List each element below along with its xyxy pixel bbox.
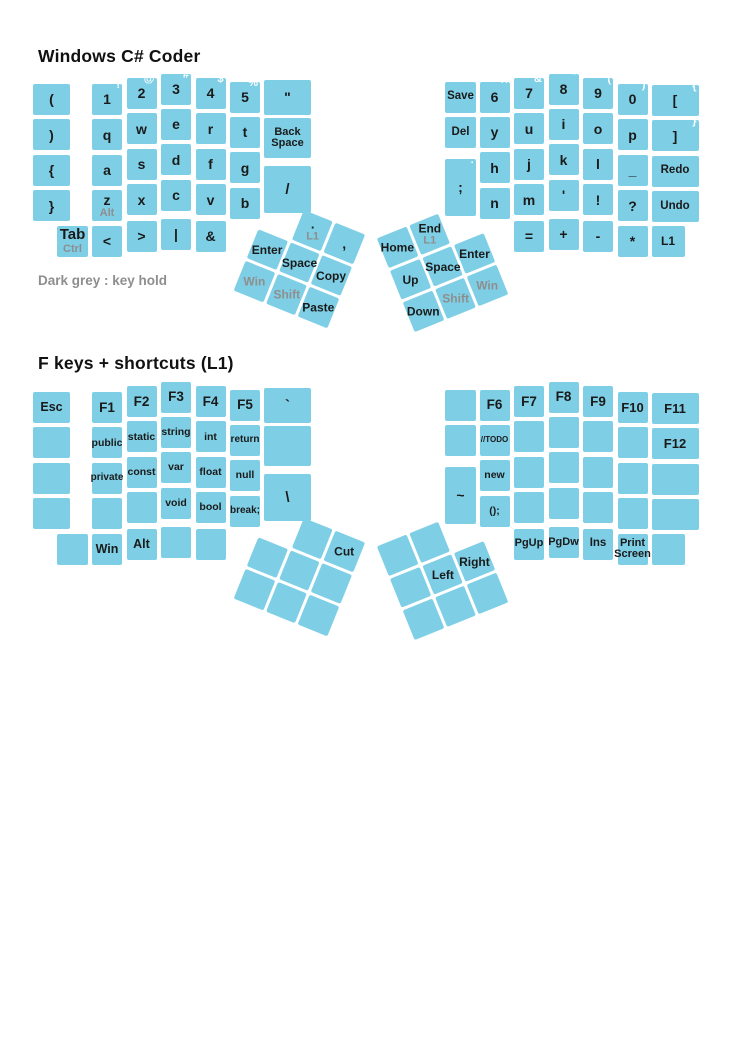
key-label: Right [458, 553, 490, 568]
key-l1 [652, 226, 685, 257]
key-c [161, 180, 191, 211]
key-label: L1 [660, 233, 675, 248]
key-label: private [90, 472, 124, 484]
key-f [196, 149, 226, 180]
key-f6 [480, 390, 510, 421]
key-var [161, 452, 191, 483]
key-label: d [171, 151, 181, 168]
shifted-legend: * [572, 68, 577, 81]
blank-key [583, 492, 613, 523]
key-null [230, 460, 260, 491]
key-label: + [559, 226, 568, 243]
hold-legend: L1 [305, 230, 319, 243]
key-label: ~ [456, 487, 465, 504]
key-label: F9 [590, 393, 606, 409]
key-label: public [91, 436, 123, 449]
key-label: 8 [559, 80, 568, 97]
key-underscore [618, 155, 648, 186]
hold-legend: Alt [99, 206, 115, 219]
blank-key [652, 499, 699, 530]
key-label: g [240, 159, 250, 176]
key-label: End [417, 220, 441, 235]
key-void [161, 488, 191, 519]
key-label: PgDw [548, 535, 579, 548]
key-m [514, 184, 544, 215]
key-label: ! [595, 191, 601, 208]
key-label: 6 [490, 88, 499, 105]
key-label: 3 [172, 80, 180, 97]
key-o [583, 113, 613, 144]
key-label: \ [285, 488, 290, 506]
key-label: ( [49, 91, 54, 108]
key-break [230, 496, 260, 527]
key-win [466, 265, 507, 306]
key-2 [127, 73, 157, 109]
key-label: F10 [621, 399, 644, 415]
key-y [480, 117, 510, 148]
key-label: Down [406, 303, 440, 318]
blank-key [127, 492, 157, 523]
blank-key [161, 527, 191, 558]
key-label: q [102, 126, 112, 143]
key-label: F12 [663, 436, 687, 452]
key-win [92, 534, 122, 565]
shifted-legend: $ [217, 73, 224, 85]
key-label: Esc [40, 400, 63, 415]
key-close-bracket [652, 115, 699, 151]
blank-key [618, 427, 648, 458]
key-9 [583, 73, 613, 109]
key-label: . [310, 216, 314, 232]
key-n [480, 188, 510, 219]
key-label: Win [475, 277, 498, 292]
blank-key [618, 463, 648, 494]
key-exclamation [583, 184, 613, 215]
key-label: f [208, 156, 213, 173]
key-1 [92, 79, 122, 115]
key-label: Undo [660, 199, 690, 212]
blank-key [33, 463, 70, 494]
blank-key [652, 534, 685, 565]
key-label: a [103, 162, 111, 179]
key-label: ` [285, 396, 290, 414]
key-label: k [559, 151, 568, 168]
key-label: = [524, 227, 534, 244]
key-label: w [136, 120, 147, 137]
key-f4 [196, 386, 226, 417]
blank-key [298, 594, 339, 635]
key-label: e [172, 116, 180, 133]
shifted-legend: & [534, 73, 542, 85]
key-q [92, 119, 122, 150]
shifted-legend: : [470, 154, 474, 166]
blank-key [445, 390, 476, 421]
key-label: t [242, 124, 248, 141]
key-open-brace [33, 155, 70, 186]
key-f1 [92, 392, 122, 423]
blank-key [549, 452, 579, 483]
key-label: v [206, 191, 215, 208]
shifted-legend: ) [641, 79, 646, 91]
key-open-paren [33, 84, 70, 115]
key-equals [514, 221, 544, 252]
key-label: < [102, 232, 112, 249]
key-label: Paste [302, 299, 335, 314]
key-label: void [165, 496, 187, 509]
key-label: (); [489, 504, 500, 517]
key-double-quote [264, 80, 311, 115]
key-label: l [596, 156, 600, 173]
key-close-paren [33, 119, 70, 150]
key-pipe [161, 219, 191, 250]
key-label: Tab [59, 226, 86, 244]
key-f5 [230, 390, 260, 421]
key-label: Enter [251, 241, 283, 256]
key-label: / [285, 180, 290, 198]
key-label: null [235, 469, 255, 482]
key-const [127, 457, 157, 488]
layer1-title: Windows C# Coder [38, 46, 201, 66]
key-7 [514, 73, 544, 109]
key-f8 [549, 382, 579, 413]
key-close-brace [33, 190, 70, 221]
key-label: m [522, 191, 536, 208]
key-label: new [484, 469, 505, 482]
key-label: , [341, 234, 346, 251]
key-label: Alt [133, 536, 150, 551]
shifted-legend: } [692, 115, 697, 128]
key-label: Space [424, 258, 460, 273]
key-label: var [168, 461, 184, 474]
key-label: int [204, 430, 217, 443]
blank-key [445, 425, 476, 456]
key-static [127, 421, 157, 452]
key-pgup [514, 529, 544, 560]
key-int [196, 421, 226, 452]
key-5 [230, 76, 260, 113]
key-alt [127, 529, 157, 560]
key-label: Shift [441, 290, 469, 305]
key-undo [652, 191, 699, 222]
key-label: ; [458, 179, 463, 196]
key-label: Shift [272, 286, 300, 301]
shifted-legend: # [182, 68, 189, 81]
blank-key [33, 498, 70, 529]
right-thumb-cluster-l1 [377, 509, 508, 640]
key-4 [196, 73, 226, 109]
key-f12 [652, 428, 699, 459]
key-g [230, 152, 260, 183]
key-label: Ins [589, 537, 607, 550]
key-open-bracket [652, 80, 699, 116]
blank-key [92, 498, 122, 529]
hold-legend: Ctrl [63, 242, 82, 255]
key-f10 [618, 392, 648, 423]
key-t [230, 117, 260, 148]
key-print-screen [614, 534, 651, 565]
key-todo-comment [480, 425, 510, 456]
key-0 [618, 79, 648, 115]
key-u [514, 113, 544, 144]
key-z [92, 190, 122, 221]
key-label: Save [447, 90, 474, 103]
key-new [480, 460, 510, 491]
key-label: & [205, 227, 216, 244]
blank-key [57, 534, 88, 565]
key-label: x [137, 191, 146, 208]
key-label: F11 [664, 400, 686, 416]
key-label: Cut [333, 543, 354, 558]
blank-key [618, 498, 648, 529]
key-del [445, 117, 476, 148]
key-label: Copy [315, 267, 346, 282]
key-label: [ [672, 92, 678, 109]
key-plus [549, 219, 579, 250]
key-pgdw [549, 527, 579, 558]
key-label: //TODO [480, 435, 509, 445]
key-label: " [284, 89, 291, 106]
key-label: y [490, 124, 499, 141]
shifted-legend: ^ [501, 76, 508, 89]
blank-key [514, 492, 544, 523]
key-call-parens-semicolon [480, 496, 510, 527]
key-label: i [561, 116, 566, 133]
key-v [196, 184, 226, 215]
key-label: 0 [628, 91, 637, 108]
blank-key [514, 421, 544, 452]
key-label: o [593, 120, 603, 137]
key-f9 [583, 386, 613, 417]
shifted-legend: ! [116, 79, 120, 91]
key-less-than [92, 226, 122, 257]
key-label: F1 [99, 399, 115, 415]
key-6 [480, 76, 510, 113]
key-label: Win [243, 273, 266, 288]
key-f2 [127, 386, 157, 417]
key-f3 [161, 382, 191, 413]
key-tab [57, 226, 88, 257]
shifted-legend: % [248, 76, 258, 89]
key-3 [161, 68, 191, 105]
key-private [92, 463, 122, 494]
key-label: u [524, 120, 534, 137]
key-k [549, 144, 579, 175]
key-label: > [137, 227, 146, 244]
blank-key [583, 457, 613, 488]
key-f7 [514, 386, 544, 417]
key-label: F4 [202, 393, 219, 409]
key-label: F7 [521, 393, 537, 409]
key-save [445, 82, 476, 113]
key-label: F3 [168, 389, 184, 405]
key-return [230, 425, 260, 456]
key-label: return [230, 434, 260, 446]
key-r [196, 113, 226, 144]
key-label: const [127, 465, 156, 478]
key-w [127, 113, 157, 144]
key-minus [583, 221, 613, 252]
key-label: Redo [660, 164, 690, 177]
key-label: r [207, 120, 214, 137]
key-label: - [595, 227, 601, 244]
key-label: Del [451, 125, 470, 138]
key-question [618, 190, 648, 221]
blank-key [652, 464, 699, 495]
key-label: Space [281, 254, 317, 269]
key-d [161, 144, 191, 175]
key-esc [33, 392, 70, 423]
key-label: } [48, 197, 55, 214]
shifted-legend: @ [143, 73, 155, 85]
blank-key [514, 457, 544, 488]
key-paste [298, 286, 339, 327]
key-p [618, 119, 648, 150]
shifted-legend: ( [607, 73, 611, 85]
key-label: | [174, 226, 178, 243]
key-h [480, 152, 510, 183]
key-label: F8 [555, 389, 572, 405]
key-label: ' [561, 187, 566, 204]
key-label: ? [628, 197, 637, 214]
key-label: 2 [137, 85, 146, 102]
key-x [127, 184, 157, 215]
key-label: z [103, 191, 111, 208]
key-backtick [264, 388, 311, 423]
key-label: F5 [237, 397, 253, 413]
hold-note: Dark grey : key hold [38, 273, 168, 288]
key-l [583, 149, 613, 180]
key-asterisk [618, 226, 648, 257]
key-j [514, 149, 544, 180]
key-label: 9 [594, 85, 602, 102]
key-string [161, 417, 191, 448]
key-label: 5 [241, 88, 249, 105]
key-a [92, 155, 122, 186]
key-f11 [652, 393, 699, 424]
key-label: _ [628, 162, 637, 179]
key-label: float [199, 465, 222, 478]
key-label: ] [672, 127, 678, 144]
blank-key [196, 529, 226, 560]
key-back-space [264, 118, 311, 158]
key-label: Back Space [271, 125, 304, 149]
key-label: Win [95, 541, 119, 556]
key-label: PgUp [514, 537, 544, 550]
key-s [127, 149, 157, 180]
key-label: Home [380, 239, 414, 254]
key-label: n [490, 195, 499, 212]
blank-key [466, 573, 507, 614]
key-public [92, 427, 122, 458]
key-greater-than [127, 221, 157, 252]
key-redo [652, 156, 699, 187]
key-label: bool [199, 501, 222, 514]
key-label: 4 [206, 85, 215, 102]
key-label: 1 [103, 91, 111, 108]
blank-key [33, 427, 70, 458]
key-label: { [48, 162, 55, 179]
key-label: j [527, 156, 531, 173]
key-label: ) [49, 126, 54, 143]
blank-key [583, 421, 613, 452]
blank-key [264, 426, 311, 466]
key-e [161, 109, 191, 140]
key-label: Enter [458, 245, 490, 260]
key-label: p [628, 126, 637, 143]
key-bool [196, 492, 226, 523]
key-label: break; [230, 505, 261, 517]
key-ampersand [196, 221, 226, 252]
key-label: F6 [486, 397, 503, 413]
key-label: string [161, 426, 191, 439]
key-label: F2 [133, 393, 150, 409]
key-label: 7 [525, 85, 533, 102]
key-8 [549, 68, 579, 105]
layer2-title: F keys + shortcuts (L1) [38, 353, 234, 373]
key-label: Left [431, 566, 453, 581]
key-label: b [240, 195, 250, 212]
key-ins [583, 529, 613, 560]
key-float [196, 457, 226, 488]
key-label: c [172, 187, 180, 204]
key-label: * [629, 232, 636, 249]
key-label: static [127, 430, 156, 443]
blank-key [549, 488, 579, 519]
key-b [230, 188, 260, 219]
right-thumb-cluster [377, 201, 508, 332]
blank-key [549, 417, 579, 448]
key-label: Print Screen [614, 536, 651, 561]
key-label: h [490, 159, 499, 176]
hold-legend: L1 [422, 234, 436, 247]
key-label: s [137, 156, 146, 173]
shifted-legend: { [692, 80, 697, 92]
key-i [549, 109, 579, 140]
key-apostrophe [549, 180, 579, 211]
key-label: Up [402, 271, 419, 286]
